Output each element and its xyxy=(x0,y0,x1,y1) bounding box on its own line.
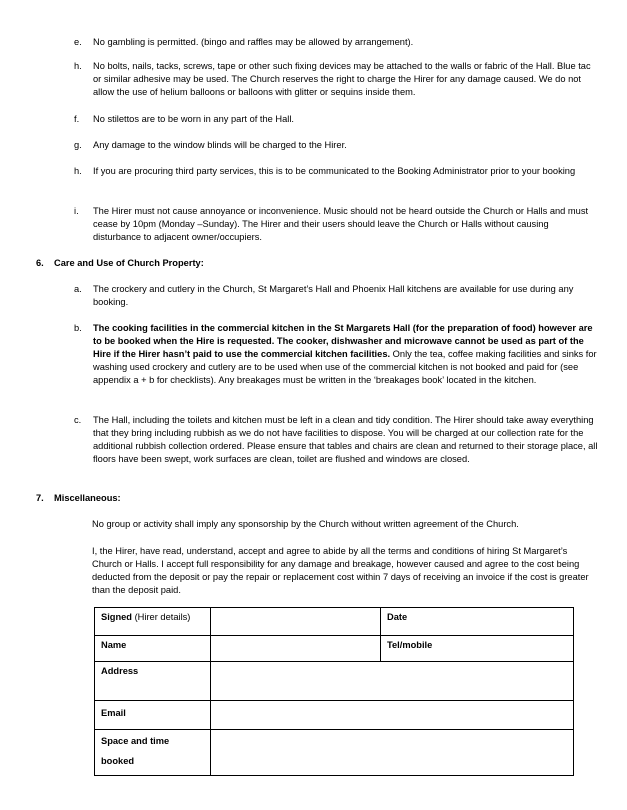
item-label: b. xyxy=(74,323,82,333)
item-text xyxy=(93,322,599,387)
email-label: Email xyxy=(95,701,211,730)
space-time-line1: Space and time xyxy=(101,736,170,746)
date-field[interactable] xyxy=(381,608,574,636)
item-label: c. xyxy=(74,415,82,425)
address-field[interactable] xyxy=(211,662,574,701)
section-number: 6. xyxy=(36,258,44,268)
item-label: a. xyxy=(74,284,82,294)
item-text: No stilettos are to be worn in any part of the Hall. xyxy=(93,114,295,124)
item-text: If you are procuring third party services, this is to be communicated to the Booking Administrator prior to your booking xyxy=(93,166,576,176)
item-text: No bolts, nails, tacks, screws, tape or other such fixing devices may be attached to the walls or fabric of the Hall. Blue tac or similar adhesive may be used. The Church reserves the right to charge the Hirer for any damage caused. We do not allow the use of helium balloons or balloons with glitter or sequins inside them. xyxy=(93,61,591,97)
item-text: The Hall, including the toilets and kitchen must be left in a clean and tidy condition. The Hirer should take away everything that they bring including rubbish as we do not have facilities to dispose. You will be charged at our collection rate for the additional rubbish collection ordered. Please ensure that tables and chairs are clean and returned to their storage place, all floors have been swept, work surfaces are clean, toilet are flushed and windows are closed. xyxy=(93,415,598,464)
section-heading-6 xyxy=(36,257,204,270)
signed-field[interactable] xyxy=(211,608,381,636)
signed-hint: (Hirer details) xyxy=(132,612,191,622)
section-title: Care and Use of Church Property: xyxy=(54,258,204,268)
item-text: Any damage to the window blinds will be charged to the Hirer. xyxy=(93,140,347,150)
section-number: 7. xyxy=(36,493,44,503)
space-time-field[interactable] xyxy=(211,730,574,776)
item-label: g. xyxy=(74,140,82,150)
item-text: The Hirer must not cause annoyance or inconvenience. Music should not be heard outside the Church or Halls and must cease by 10pm (Monday –Sunday). The Hirer and their users should leave the Church or Halls without causing disturbance to adjacent owner/occupiers. xyxy=(93,206,589,242)
item-label: f. xyxy=(74,114,80,124)
hirer-details-table xyxy=(94,607,574,776)
item-label: h. xyxy=(74,166,82,176)
space-time-line2: booked xyxy=(101,756,135,766)
tel-field[interactable] xyxy=(381,636,574,662)
paragraph: I, the Hirer, have read, understand, accept and agree to abide by all the terms and conditions of hiring St Margaret’s Church or Halls. I accept full responsibility for any damage and breakage, however caused and agree to the cost being deducted from the deposit or pay the repair or replacement cost within 7 days of receiving an invoice if the cost is greater than the deposit paid. xyxy=(92,546,589,595)
plain-text: Only the tea, coffee making facilities and sinks for washing used crockery and cutlery are to be used when use of the commercial kitchen is not booked and paid for (see appendix a + b for checklists). Any breakages must be written in the ‘breakages book’ located in the kitchen. xyxy=(93,349,597,385)
date-label: Date xyxy=(387,612,408,622)
name-field[interactable] xyxy=(211,636,381,662)
item-label: i. xyxy=(74,206,79,216)
signed-label: Signed xyxy=(101,612,132,622)
signed-label-cell xyxy=(95,608,211,636)
name-label: Name xyxy=(95,636,211,662)
section-title: Miscellaneous: xyxy=(54,493,121,503)
item-label: h. xyxy=(74,61,82,71)
email-field[interactable] xyxy=(211,701,574,730)
space-time-label xyxy=(95,730,211,776)
item-text: The crockery and cutlery in the Church, St Margaret’s Hall and Phoenix Hall kitchens are available for use during any booking. xyxy=(93,284,574,307)
address-label: Address xyxy=(95,662,211,701)
item-text: No gambling is permitted. (bingo and raffles may be allowed by arrangement). xyxy=(93,37,414,47)
tel-label: Tel/mobile xyxy=(387,640,433,650)
bold-text: The cooking facilities in the commercial kitchen in the St Margarets Hall (for the preparation of food) however are to be booked when the Hire is requested. The cooker, dishwasher and microwave cannot be used as part of the Hire if the Hirer hasn’t paid to use the commercial kitchen facilities. xyxy=(93,323,593,359)
paragraph: No group or activity shall imply any sponsorship by the Church without written agreement of the Church. xyxy=(92,519,519,529)
section-heading-7 xyxy=(36,492,121,505)
item-label: e. xyxy=(74,37,82,47)
